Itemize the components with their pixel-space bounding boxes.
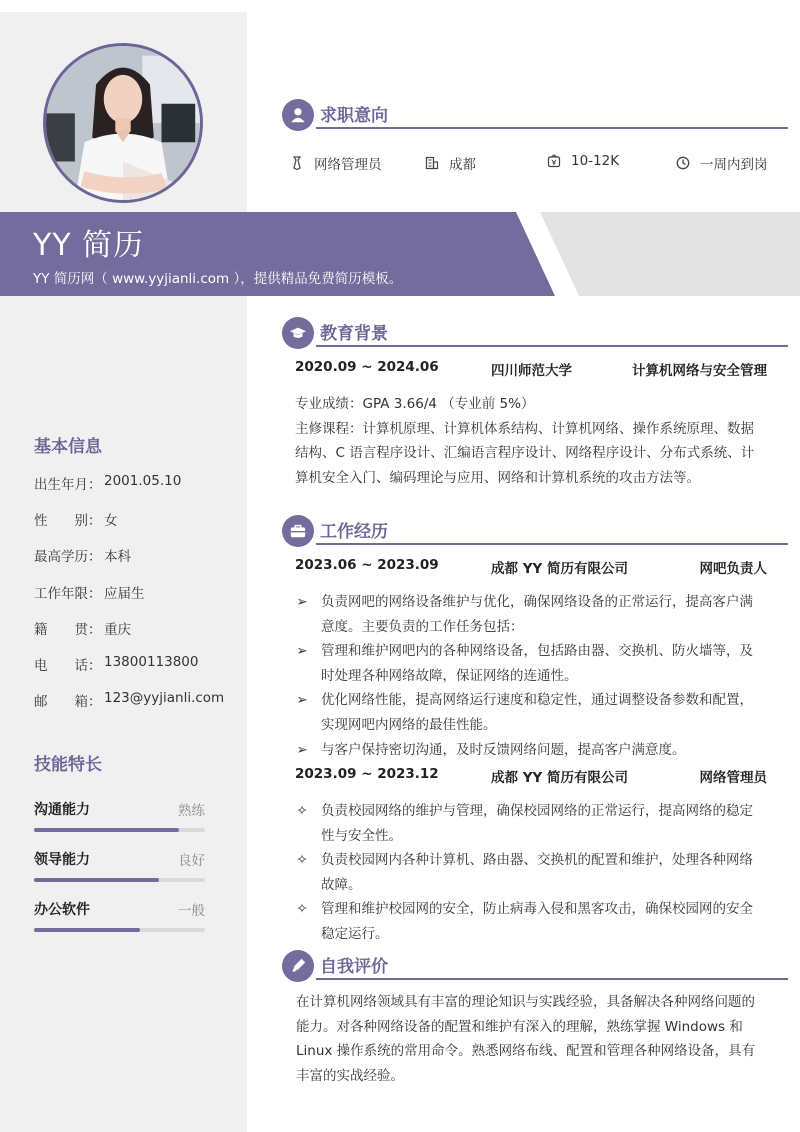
info-years [34, 582, 145, 602]
list-item [295, 848, 775, 897]
section-divider [316, 345, 788, 347]
briefcase-icon [282, 515, 314, 547]
bullet-text: 性与安全性。 [321, 827, 402, 844]
self-eval-line: 能力。对各种网络设备的配置和维护有深入的理解，熟练掌握 Windows 和 [296, 1018, 743, 1035]
intent-position-text: 网络管理员 [314, 157, 382, 173]
banner-gray-stripe [540, 212, 800, 296]
info-phone [34, 654, 198, 674]
skill-item [34, 849, 205, 889]
skill-bar-fill [34, 928, 140, 932]
job-row [295, 557, 767, 577]
skill-level: 一般 [178, 903, 205, 919]
arrow-bullet-icon: ➢ [296, 692, 308, 709]
self-eval-text [296, 990, 773, 1088]
intent-availability [676, 153, 768, 173]
self-eval-line: 在计算机网络领域具有丰富的理论知识与实践经验，具备解决各种网络问题的 [296, 994, 755, 1010]
intent-city-text: 成都 [449, 157, 476, 173]
list-item [295, 799, 775, 848]
info-key: 出生年月： [34, 477, 102, 493]
wallet-icon [547, 154, 561, 168]
education-courses-line: 结构、C 语言程序设计、汇编语言程序设计、网络程序设计、分布式系统、计 [295, 445, 755, 462]
skill-bar-track [34, 878, 205, 882]
education-gpa: 专业成绩：GPA 3.66/4 （专业前 5%） [295, 396, 535, 412]
info-email [34, 690, 224, 710]
info-key: 籍 贯： [34, 622, 102, 638]
section-divider [316, 978, 788, 980]
job-role: 网吧负责人 [699, 561, 767, 577]
intent-salary [547, 153, 619, 169]
bullet-text: 优化网络性能，提高网络运行速度和稳定性，通过调整设备参数和配置， [321, 692, 753, 709]
education-courses-line: 算机安全入门、编码理论与应用、网络和计算机系统的攻击方法等。 [295, 469, 700, 486]
job-company: 成都 YY 简历有限公司 [491, 561, 628, 577]
info-birth [34, 473, 181, 493]
info-value: 2001.05.10 [104, 473, 182, 489]
intent-salary-text: 10-12K [571, 153, 620, 169]
section-self-eval-header [282, 950, 788, 984]
bullet-text: 时处理各种网络故障，保证网络的连通性。 [321, 667, 578, 684]
bullet-text: 负责校园网内各种计算机、路由器、交换机的配置和维护，处理各种网络 [321, 852, 753, 869]
skill-name: 领导能力 [34, 852, 90, 868]
building-icon [425, 156, 439, 170]
education-details [295, 392, 772, 490]
bullet-text: 管理和维护校园网的安全，防止病毒入侵和黑客攻击，确保校园网的安全 [321, 901, 753, 918]
section-title: 工作经历 [320, 522, 388, 542]
bullet-text: 与客户保持密切沟通，及时反馈网络问题，提高客户满意度。 [321, 741, 686, 758]
education-major: 计算机网络与安全管理 [632, 363, 767, 379]
arrow-bullet-icon: ➢ [296, 594, 308, 610]
skill-bar-track [34, 828, 205, 832]
section-work-header [282, 515, 788, 549]
info-key: 最高学历： [34, 549, 102, 565]
section-title: 教育背景 [320, 324, 388, 344]
info-value: 13800113800 [104, 654, 199, 670]
list-item [295, 590, 775, 639]
info-key: 电 话： [34, 658, 102, 674]
section-title: 自我评价 [320, 957, 388, 977]
intent-availability-text: 一周内到岗 [700, 157, 768, 173]
bullet-text: 实现网吧内网络的最佳性能。 [321, 716, 497, 733]
section-intent-header [282, 99, 788, 133]
education-period: 2020.09 ~ 2024.06 [295, 359, 439, 375]
skill-name: 办公软件 [34, 902, 90, 918]
info-gender [34, 509, 118, 529]
job-row [295, 766, 767, 786]
info-hometown [34, 618, 131, 638]
info-value: 本科 [104, 549, 131, 565]
bullet-text: 故障。 [321, 876, 362, 893]
self-eval-line: Linux 操作系统的常用命令。熟悉网络布线、配置和管理各种网络设备，具有 [296, 1043, 756, 1060]
bullet-text: 负责网吧的网络设备维护与优化，确保网络设备的正常运行，提高客户满 [321, 594, 753, 610]
skill-bar-track [34, 928, 205, 932]
skill-name: 沟通能力 [34, 802, 90, 818]
intent-position [290, 153, 382, 173]
skill-bar-fill [34, 828, 179, 832]
education-courses-line: 主修课程：计算机原理、计算机体系结构、计算机网络、操作系统原理、数据 [295, 420, 754, 437]
list-item [295, 639, 775, 688]
info-value: 123@yyjianli.com [104, 690, 225, 706]
info-key: 邮 箱： [34, 694, 102, 710]
star-bullet-icon: ✧ [296, 901, 308, 918]
profile-photo [43, 43, 203, 203]
star-bullet-icon: ✧ [296, 803, 308, 819]
basic-info-title: 基本信息 [34, 437, 102, 457]
graduation-cap-icon [282, 317, 314, 349]
info-key: 工作年限： [34, 586, 102, 602]
list-item [295, 738, 775, 763]
job-period: 2023.06 ~ 2023.09 [295, 557, 439, 573]
skill-level: 良好 [178, 853, 205, 869]
star-bullet-icon: ✧ [296, 852, 308, 869]
job-bullets [295, 590, 775, 762]
info-education [34, 545, 131, 565]
skill-bar-fill [34, 878, 159, 882]
section-title: 求职意向 [320, 106, 388, 126]
info-key: 性 别： [34, 513, 102, 529]
skill-item [34, 799, 205, 839]
education-row [295, 359, 767, 379]
section-divider [316, 127, 788, 129]
bullet-text: 管理和维护网吧内的各种网络设备，包括路由器、交换机、防火墙等，及 [321, 643, 753, 660]
bullet-text: 稳定运行。 [321, 925, 389, 942]
bullet-text: 意度。主要负责的工作任务包括： [321, 618, 524, 635]
tie-icon [290, 156, 304, 170]
job-period: 2023.09 ~ 2023.12 [295, 766, 439, 782]
section-divider [316, 543, 788, 545]
skill-level: 熟练 [178, 803, 205, 819]
resume-tagline: YY 简历网（ www.yyjianli.com ），提供精品免费简历模板。 [33, 271, 403, 287]
list-item [295, 688, 775, 737]
bullet-text: 负责校园网络的维护与管理，确保校园网络的正常运行，提高网络的稳定 [321, 803, 753, 819]
info-value: 女 [104, 513, 118, 529]
job-role: 网络管理员 [699, 770, 767, 786]
skills-title: 技能特长 [34, 755, 102, 775]
skill-item [34, 899, 205, 939]
self-eval-line: 丰富的实战经验。 [296, 1067, 404, 1084]
arrow-bullet-icon: ➢ [296, 741, 308, 758]
clock-icon [676, 156, 690, 170]
resume-name: YY 简历 [33, 228, 145, 263]
intent-city [425, 153, 476, 173]
info-value: 重庆 [104, 622, 131, 638]
portrait-illustration [46, 46, 200, 200]
section-education-header [282, 317, 788, 351]
info-value: 应届生 [104, 586, 145, 602]
education-school: 四川师范大学 [491, 363, 572, 379]
pen-icon [282, 950, 314, 982]
person-icon [282, 99, 314, 131]
job-company: 成都 YY 简历有限公司 [491, 770, 628, 786]
job-bullets [295, 799, 775, 947]
arrow-bullet-icon: ➢ [296, 643, 308, 660]
list-item [295, 897, 775, 946]
